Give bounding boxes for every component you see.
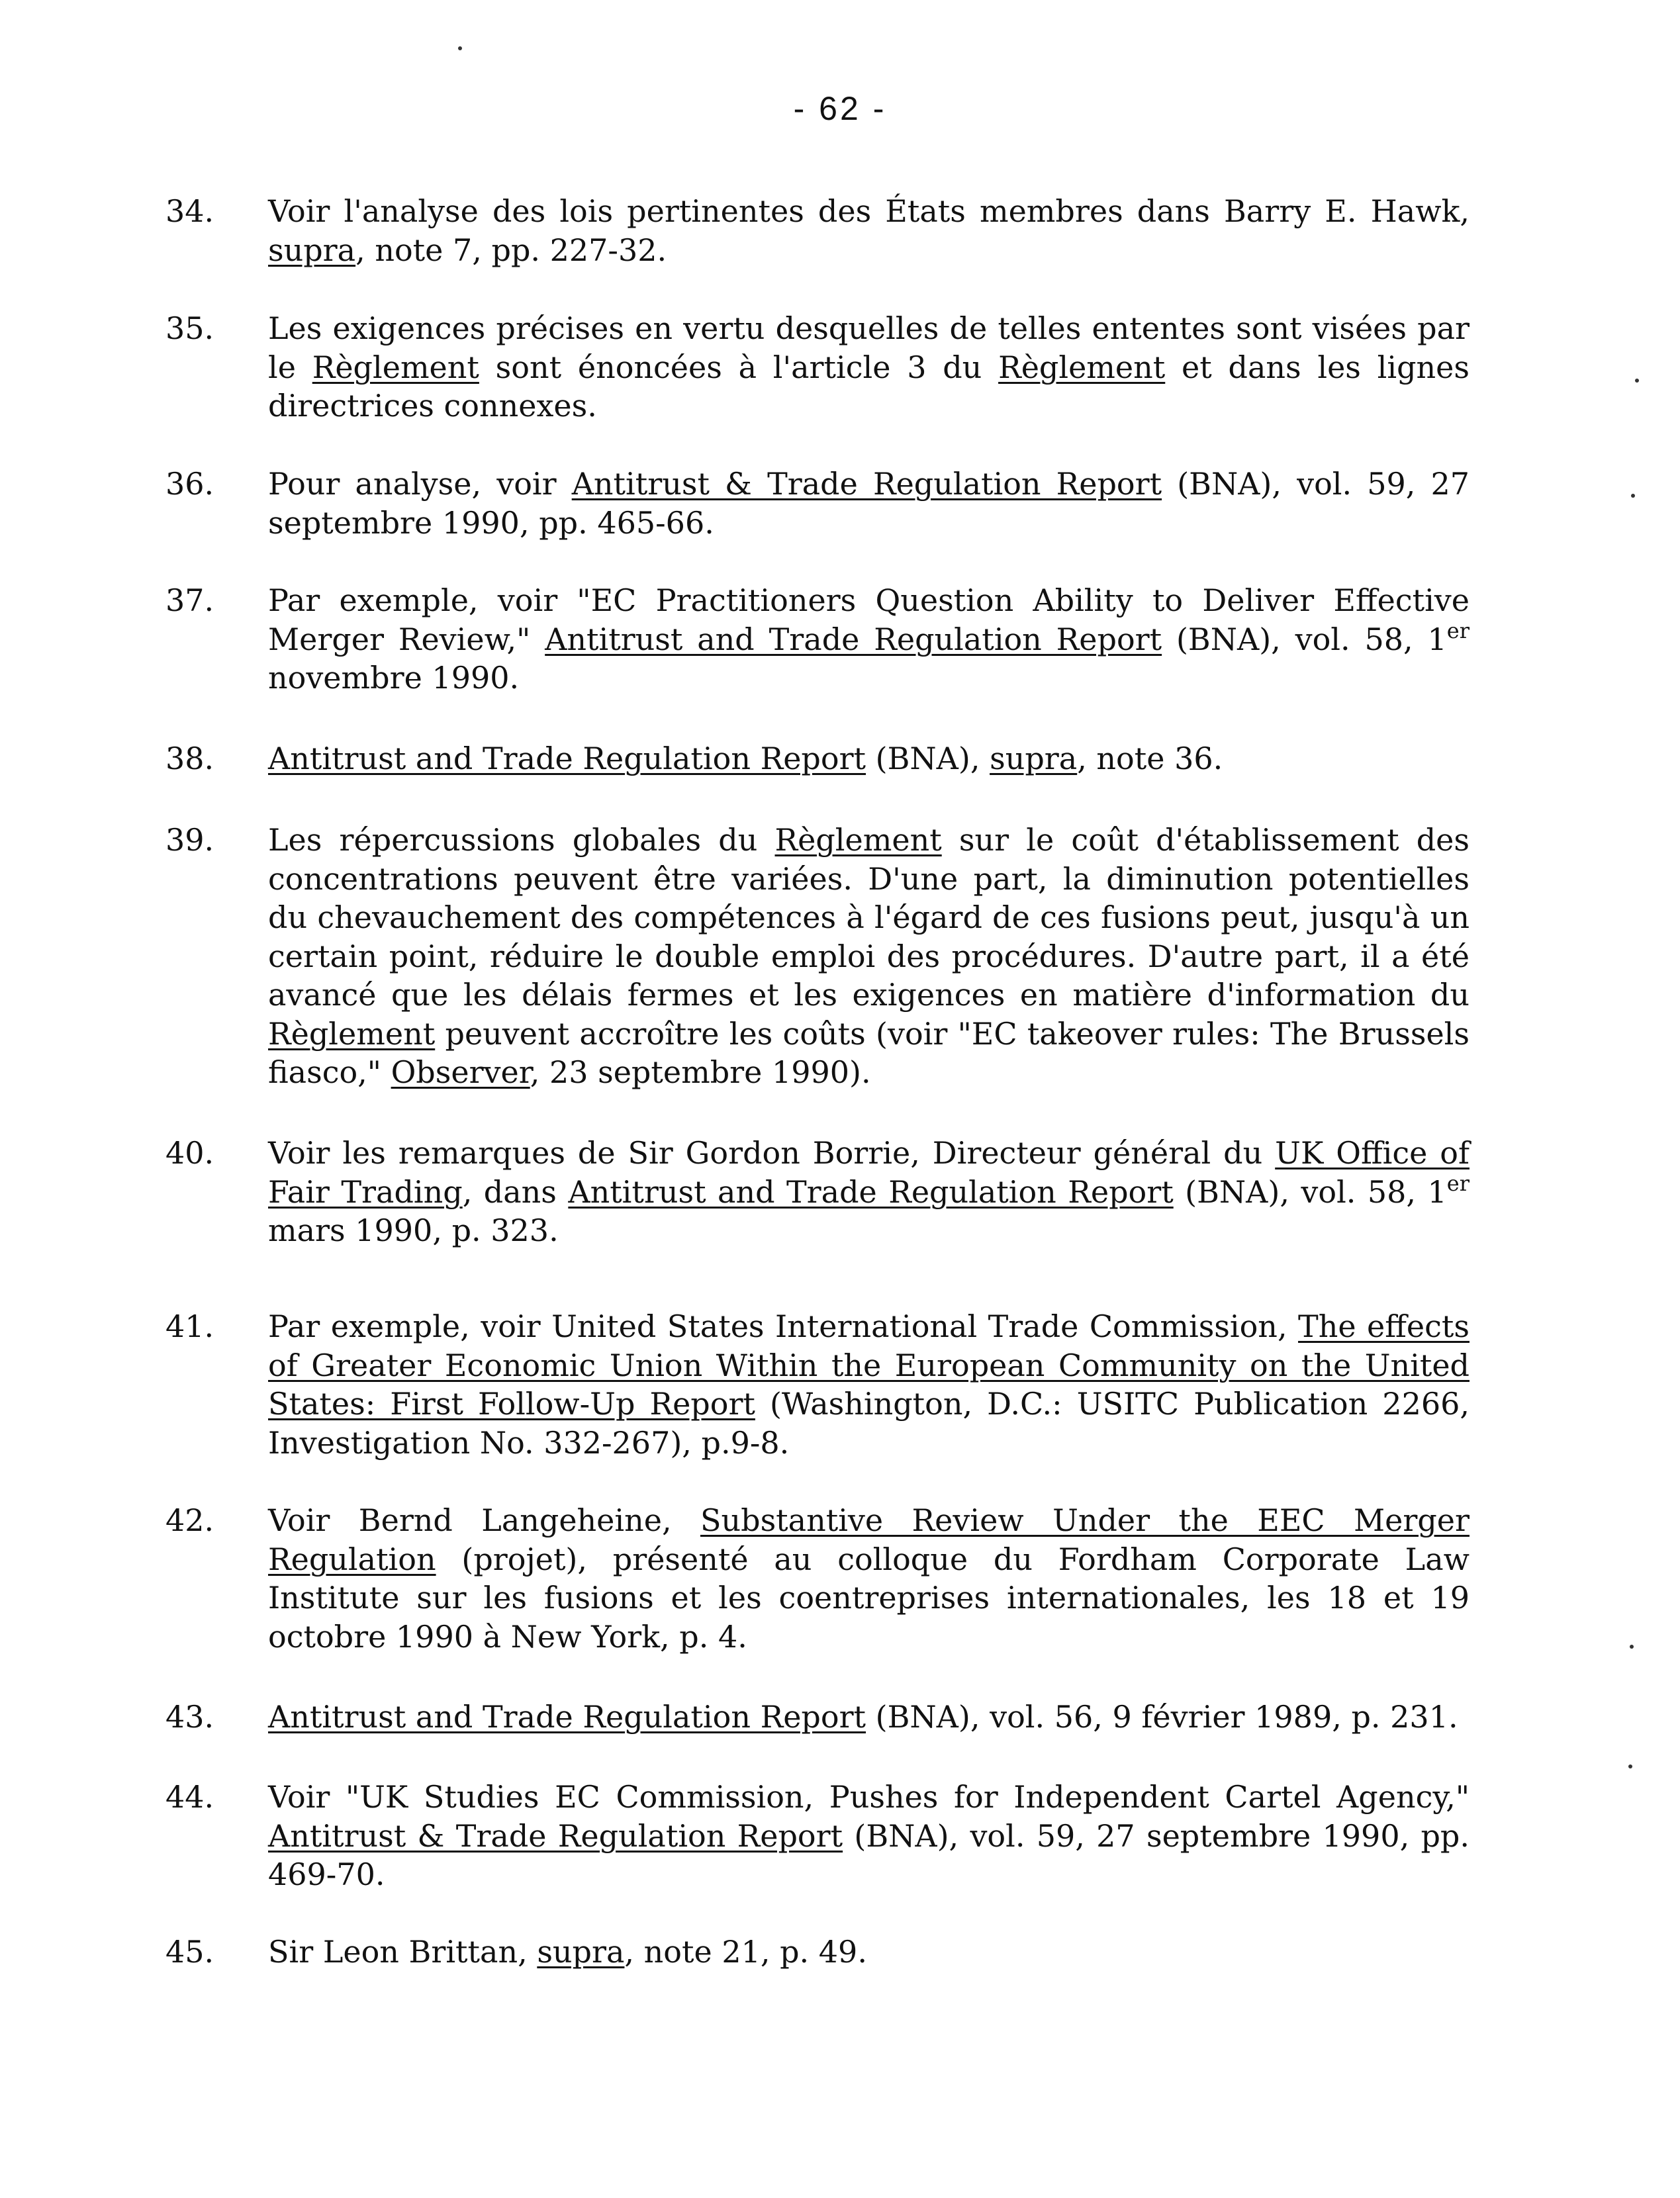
footnote-number: 41. [165, 1308, 214, 1344]
footnote-text [268, 1778, 1470, 1894]
text-run: , note 7, pp. 227-32. [355, 232, 667, 268]
footnote-number: 40. [165, 1135, 214, 1171]
scan-speck [1630, 1645, 1634, 1649]
footnote-text [268, 1501, 1470, 1656]
text-run: sur le coût d'établissement des concentrations peuvent être variées. D'une part, la diminution potentielles du chevauchement des compétences à l'égard de ces fusions peut, jusqu'à un certain point, réduire le double emploi des procédures. D'autre part, il a été avancé que les délais fermes et les exigences en matière d'information du [268, 822, 1470, 1013]
text-run: , dans [462, 1173, 569, 1210]
footnote-number: 38. [165, 741, 214, 776]
underlined-title: Substantive Review Under the EEC Merger Regulation [268, 1502, 1470, 1577]
text-run: Les répercussions globales du [268, 822, 775, 858]
underlined-title: Règlement [774, 822, 942, 858]
footnote-number: 43. [165, 1699, 214, 1735]
footnote-text [268, 1134, 1470, 1250]
text-run: Voir les remarques de Sir Gordon Borrie, Directeur général du [268, 1135, 1276, 1171]
superscript: er [1446, 1170, 1470, 1196]
text-run: , note 21, p. 49. [624, 1934, 867, 1970]
underlined-title: Antitrust & Trade Regulation Report [268, 1817, 843, 1854]
scan-speck [1631, 494, 1635, 498]
footnote-text [268, 192, 1470, 269]
text-run: (BNA), [866, 741, 990, 776]
text-run: Voir "UK Studies EC Commission, Pushes for Independent Cartel Agency," [268, 1779, 1470, 1815]
footnote-text [268, 1698, 1470, 1737]
footnote-number: 42. [165, 1502, 214, 1538]
underlined-title: supra [990, 741, 1078, 776]
text-run: , 23 septembre 1990). [530, 1054, 871, 1090]
footnote-number: 34. [165, 193, 214, 229]
text-run: mars 1990, p. 323. [268, 1213, 559, 1248]
footnote-number: 44. [165, 1779, 214, 1815]
text-run: Les exigences précises en vertu desquelles de telles ententes sont visées par le [268, 310, 1470, 385]
scan-speck [1628, 1764, 1632, 1768]
underlined-title: supra [268, 232, 356, 268]
footnote-number: 39. [165, 822, 214, 858]
underlined-title: Règlement [998, 349, 1166, 385]
text-run: (projet), présenté au colloque du Fordham Corporate Law Institute sur les fusions et les coentreprises internationales, les 18 et 19 octobre 1990 à New York, p. 4. [268, 1541, 1470, 1655]
underlined-title: Antitrust & Trade Regulation Report [571, 466, 1162, 502]
footnote-text [268, 821, 1470, 1092]
text-run: sont énoncées à l'article 3 du [479, 349, 999, 385]
footnote-text [268, 1933, 1470, 1972]
underlined-title: Antitrust and Trade Regulation Report [268, 741, 866, 776]
underlined-title: supra [537, 1934, 625, 1970]
superscript: er [1446, 618, 1470, 643]
text-run: et dans les lignes directrices connexes. [268, 349, 1470, 424]
footnote-text [268, 309, 1470, 426]
underlined-title: Observer [391, 1054, 530, 1090]
text-run: Pour analyse, voir [268, 466, 572, 502]
text-run: (Washington, D.C.: USITC Publication 2266, Investigation No. 332-267), p.9-8. [268, 1386, 1470, 1461]
footnote-number: 36. [165, 466, 214, 502]
text-run: Par exemple, voir "EC Practitioners Question Ability to Deliver Effective Merger Review," [268, 582, 1470, 657]
text-run: (BNA), vol. 56, 9 février 1989, p. 231. [866, 1699, 1458, 1735]
footnote-number: 35. [165, 310, 214, 346]
text-run: (BNA), vol. 59, 27 septembre 1990, pp. 469-70. [268, 1817, 1470, 1892]
footnote-text [268, 1307, 1470, 1462]
text-run: (BNA), vol. 58, 1 [1162, 621, 1447, 657]
underlined-title: Règlement [268, 1015, 436, 1052]
underlined-title: UK Office of Fair Trading [268, 1135, 1470, 1210]
text-run: novembre 1990. [268, 660, 520, 696]
text-run: (BNA), vol. 58, 1 [1173, 1173, 1447, 1210]
footnote-number: 37. [165, 582, 214, 618]
text-run: peuvent accroître les coûts (voir "EC takeover rules: The Brussels fiasco," [268, 1015, 1470, 1090]
text-run: Voir l'analyse des lois pertinentes des États membres dans Barry E. Hawk, [268, 193, 1470, 229]
footnote-text [268, 739, 1470, 778]
footnote-number: 45. [165, 1934, 214, 1970]
footnote-text [268, 581, 1470, 698]
page-number: - 62 - [793, 90, 887, 127]
underlined-title: The effects of Greater Economic Union Within the European Community on the United States: First Follow-Up Report [268, 1308, 1470, 1422]
text-run: (BNA), vol. 59, 27 septembre 1990, pp. 465-66. [268, 466, 1470, 541]
text-run: , note 36. [1077, 741, 1223, 776]
underlined-title: Antitrust and Trade Regulation Report [568, 1173, 1174, 1210]
scan-speck [458, 46, 462, 50]
underlined-title: Antitrust and Trade Regulation Report [545, 621, 1162, 657]
footnote-text [268, 465, 1470, 542]
underlined-title: Règlement [312, 349, 479, 385]
text-run: Voir Bernd Langeheine, [268, 1502, 700, 1538]
text-run: Par exemple, voir United States International Trade Commission, [268, 1308, 1299, 1344]
scan-speck [1635, 379, 1639, 383]
underlined-title: Antitrust and Trade Regulation Report [268, 1699, 866, 1735]
text-run: Sir Leon Brittan, [268, 1934, 537, 1970]
